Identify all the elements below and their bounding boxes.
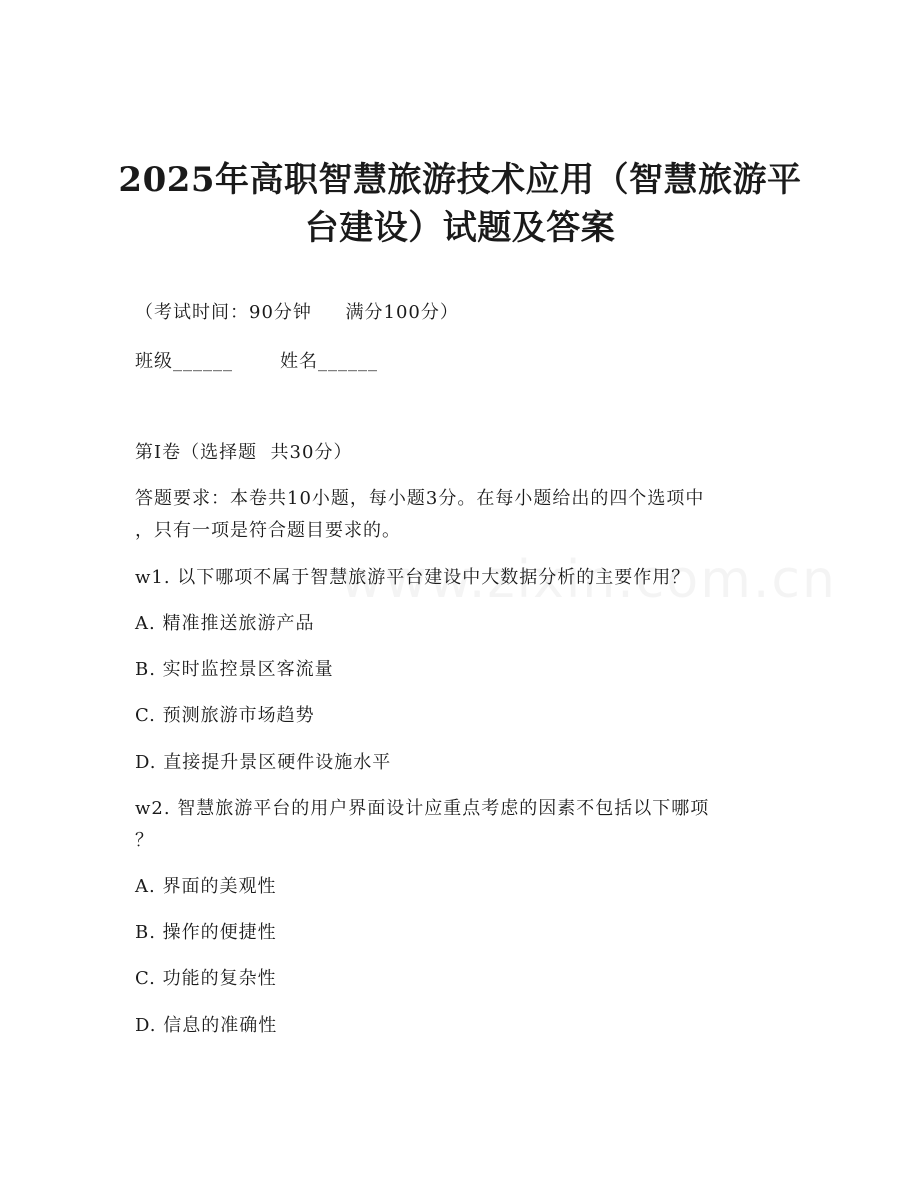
question-2-option-c: C. 功能的复杂性 xyxy=(135,968,277,989)
instructions-line-2: ，只有一项是符合题目要求的。 xyxy=(135,520,401,541)
question-2-option-d: D. 信息的准确性 xyxy=(135,1015,278,1036)
watermark xyxy=(340,550,837,610)
class-name-fields: 班级______ 姓名______ xyxy=(135,351,379,372)
exam-time-info: （考试时间：90分钟 满分100分） xyxy=(135,302,459,323)
question-1-stem: w1. 以下哪项不属于智慧旅游平台建设中大数据分析的主要作用？ xyxy=(135,567,691,588)
section-heading: 第Ⅰ卷（选择题 共30分） xyxy=(135,442,353,463)
document-title-line-1: 2025年高职智慧旅游技术应用（智慧旅游平 xyxy=(118,160,802,200)
question-2-option-b: B. 操作的便捷性 xyxy=(135,922,277,943)
question-1-option-a: A. 精准推送旅游产品 xyxy=(135,613,315,634)
instructions-line-1: 答题要求：本卷共10小题，每小题3分。在每小题给出的四个选项中 xyxy=(135,488,705,509)
question-2-stem-line-2: ？ xyxy=(135,830,154,851)
question-2-stem-line-1: w2. 智慧旅游平台的用户界面设计应重点考虑的因素不包括以下哪项 xyxy=(135,798,710,819)
question-1-option-d: D. 直接提升景区硬件设施水平 xyxy=(135,752,392,773)
question-2-option-a: A. 界面的美观性 xyxy=(135,876,277,897)
question-1-option-b: B. 实时监控景区客流量 xyxy=(135,659,334,680)
document-title-line-2: 台建设）试题及答案 xyxy=(304,208,616,248)
question-1-option-c: C. 预测旅游市场趋势 xyxy=(135,705,315,726)
